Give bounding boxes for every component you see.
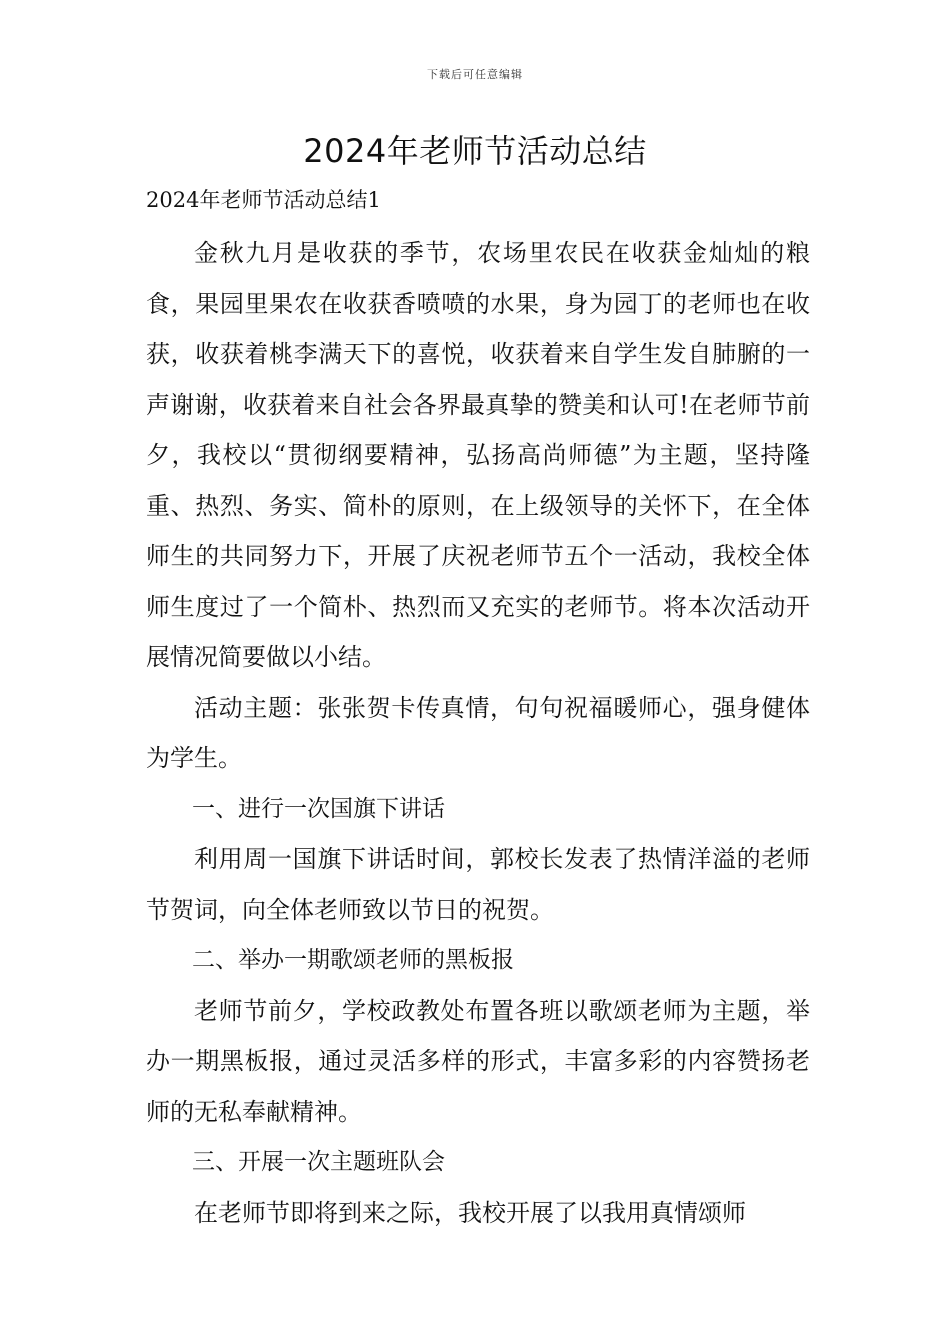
header-note: 下载后可任意编辑 xyxy=(427,68,523,81)
heading-3: 三、开展一次主题班队会 xyxy=(192,1149,445,1175)
section-subtitle: 2024年老师节活动总结1 xyxy=(146,188,381,212)
document-body xyxy=(146,180,810,1238)
paragraph-3: 在老师节即将到来之际，我校开展了以我用真情颂师 xyxy=(194,1198,746,1227)
heading-2: 二、举办一期歌颂老师的黑板报 xyxy=(192,947,514,973)
paragraph-theme: 活动主题：张张贺卡传真情，句句祝福暖师心，强身健体为学生。 xyxy=(146,693,810,772)
paragraph-2: 老师节前夕，学校政教处布置各班以歌颂老师为主题，举办一期黑板报，通过灵活多样的形式，丰富多彩的内容赞扬老师的无私奉献精神。 xyxy=(146,996,810,1126)
paragraph-intro: 金秋九月是收获的季节，农场里农民在收获金灿灿的粮食，果园里果农在收获香喷喷的水果，身为园丁的老师也在收获，收获着桃李满天下的喜悦，收获着来自学生发自肺腑的一声谢谢，收获着来自社会各界最真挚的赞美和认可!在老师节前夕，我校以“贯彻纲要精神，弘扬高尚师德”为主题，坚持隆重、热烈、务实、简朴的原则，在上级领导的关怀下，在全体师生的共同努力下，开展了庆祝老师节五个一活动，我校全体师生度过了一个简朴、热烈而又充实的老师节。将本次活动开展情况简要做以小结。 xyxy=(146,239,810,671)
paragraph-1: 利用周一国旗下讲话时间，郭校长发表了热情洋溢的老师节贺词，向全体老师致以节日的祝贺。 xyxy=(146,845,810,924)
heading-1: 一、进行一次国旗下讲话 xyxy=(192,795,445,822)
document-title: 2024年老师节活动总结 xyxy=(303,132,647,170)
